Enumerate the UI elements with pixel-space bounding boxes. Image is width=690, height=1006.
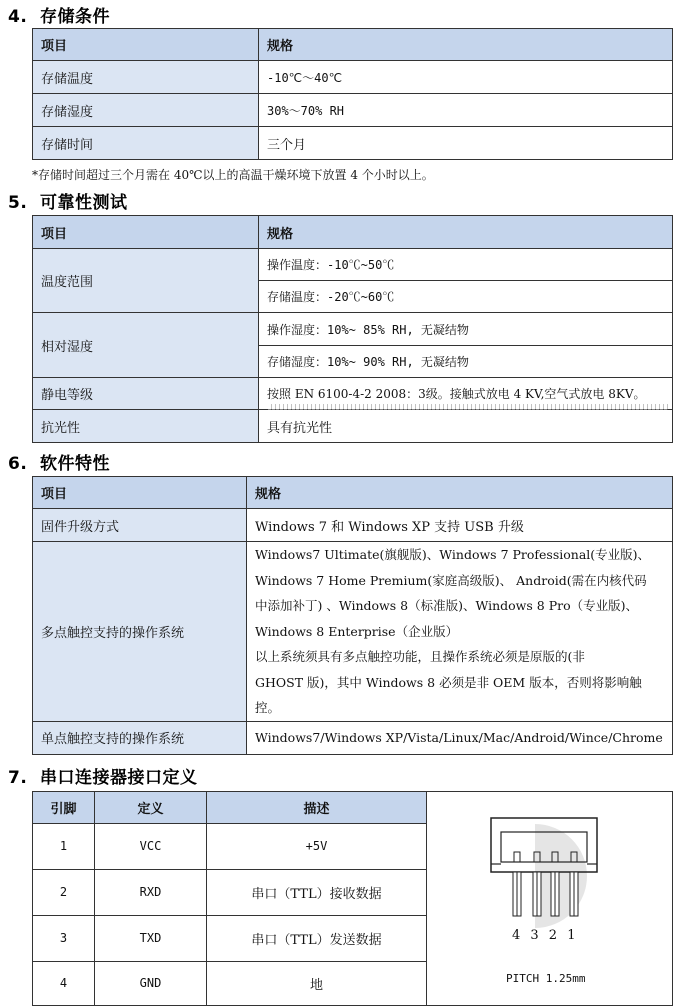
watermark-logo xyxy=(535,824,587,928)
row-value: 操作湿度：10%~ 85% RH, 无凝结物 xyxy=(259,313,673,346)
pitch-label: PITCH 1.25mm xyxy=(506,972,586,985)
header-spec: 规格 xyxy=(259,216,673,249)
pin-4 xyxy=(513,852,521,916)
header-def: 定义 xyxy=(95,792,207,824)
pin-2 xyxy=(551,852,559,916)
header-desc: 描述 xyxy=(207,792,427,824)
table-row xyxy=(33,509,673,542)
pin-def: GND xyxy=(95,961,207,1005)
row-value: -10℃～40℃ xyxy=(259,61,673,94)
header-spec: 规格 xyxy=(259,29,673,61)
text-line: 控。 xyxy=(255,700,281,715)
header-spec: 规格 xyxy=(247,477,673,509)
table-row xyxy=(33,313,673,346)
row-label: 固件升级方式 xyxy=(33,509,247,542)
row-value: 具有抗光性 xyxy=(259,410,673,443)
table-row xyxy=(33,61,673,94)
text-line: Windows7 Ultimate(旗舰版)、Windows 7 Professional(专业版)、 xyxy=(255,547,651,562)
pin-number: 3 xyxy=(33,915,95,961)
row-label: 相对湿度 xyxy=(33,313,259,378)
pin-3 xyxy=(533,852,541,916)
row-label: 存储湿度 xyxy=(33,94,259,127)
text-line: 以上系统须具有多点触控功能，且操作系统必须是原版的(非 xyxy=(255,649,585,664)
storage-table xyxy=(32,28,673,160)
connector-diagram xyxy=(427,792,673,1001)
section-7-heading xyxy=(8,763,198,788)
row-value: 存储湿度：10%~ 90% RH, 无凝结物 xyxy=(259,346,673,378)
pin-number: 1 xyxy=(33,823,95,869)
table-header-row xyxy=(33,216,673,249)
section-5-heading xyxy=(8,188,128,213)
text-line: Windows 8 Enterprise（企业版） xyxy=(255,623,459,639)
storage-note: *存储时间超过三个月需在 40℃以上的高温干燥环境下放置 4 个小时以上。 xyxy=(32,168,434,182)
section-number: 5. xyxy=(8,193,28,213)
pin-def: VCC xyxy=(95,823,207,869)
row-value xyxy=(247,542,673,722)
pin-1 xyxy=(570,852,578,916)
row-label: 抗光性 xyxy=(33,410,259,443)
table-row xyxy=(33,94,673,127)
table-row xyxy=(33,249,673,281)
table-row xyxy=(33,721,673,754)
header-item: 项目 xyxy=(33,477,247,509)
table-header-row xyxy=(33,29,673,61)
table-row xyxy=(33,410,673,443)
pin-number-labels: 4 3 2 1 xyxy=(512,928,576,943)
row-label: 温度范围 xyxy=(33,249,259,313)
section-title: 存储条件 xyxy=(40,7,110,27)
pin-desc: 串口（TTL）发送数据 xyxy=(207,915,427,961)
table-header-row xyxy=(33,792,673,824)
header-item: 项目 xyxy=(33,216,259,249)
software-table xyxy=(32,476,673,755)
row-label: 存储时间 xyxy=(33,127,259,160)
row-label: 单点触控支持的操作系统 xyxy=(33,721,247,754)
row-label: 多点触控支持的操作系统 xyxy=(33,542,247,722)
row-value: 三个月 xyxy=(259,127,673,160)
pin-desc: 地 xyxy=(207,961,427,1005)
pin-desc: 串口（TTL）接收数据 xyxy=(207,869,427,915)
table-row xyxy=(33,127,673,160)
text-line: 中添加补丁) 、Windows 8（标准版)、Windows 8 Pro（专业版)、 xyxy=(255,598,638,613)
section-number: 7. xyxy=(8,768,28,788)
row-value: 存储温度：-20℃~60℃ xyxy=(259,281,673,313)
pin-def: RXD xyxy=(95,869,207,915)
scan-artifact xyxy=(268,404,668,410)
section-number: 4. xyxy=(8,7,28,27)
row-label: 存储温度 xyxy=(33,61,259,94)
pin-number: 4 xyxy=(33,961,95,1005)
header-item: 项目 xyxy=(33,29,259,61)
row-value: Windows7/Windows XP/Vista/Linux/Mac/Android/Wince/Chrome xyxy=(247,721,673,754)
section-6-heading xyxy=(8,449,110,474)
section-title: 软件特性 xyxy=(40,454,110,474)
section-4-heading xyxy=(8,2,110,27)
pin-number: 2 xyxy=(33,869,95,915)
row-label: 静电等级 xyxy=(33,378,259,410)
section-title: 串口连接器接口定义 xyxy=(40,768,198,788)
pin-desc: +5V xyxy=(207,823,427,869)
text-line: GHOST 版)，其中 Windows 8 必须是非 OEM 版本，否则将影响触 xyxy=(255,674,642,690)
section-title: 可靠性测试 xyxy=(40,193,128,213)
row-value: 操作温度：-10℃~50℃ xyxy=(259,249,673,281)
row-value: Windows 7 和 Windows XP 支持 USB 升级 xyxy=(247,509,673,542)
row-value: 按照 EN 6100-4-2 2008：3级。接触式放电 4 KV,空气式放电 8KV。 xyxy=(259,378,673,410)
row-value: 30%～70% RH xyxy=(259,94,673,127)
header-pin: 引脚 xyxy=(33,792,95,824)
table-row xyxy=(33,542,673,722)
pin-def: TXD xyxy=(95,915,207,961)
text-line: Windows 7 Home Premium(家庭高级版)、 Android(需在内核代码 xyxy=(255,572,647,588)
section-number: 6. xyxy=(8,454,28,474)
table-header-row xyxy=(33,477,673,509)
